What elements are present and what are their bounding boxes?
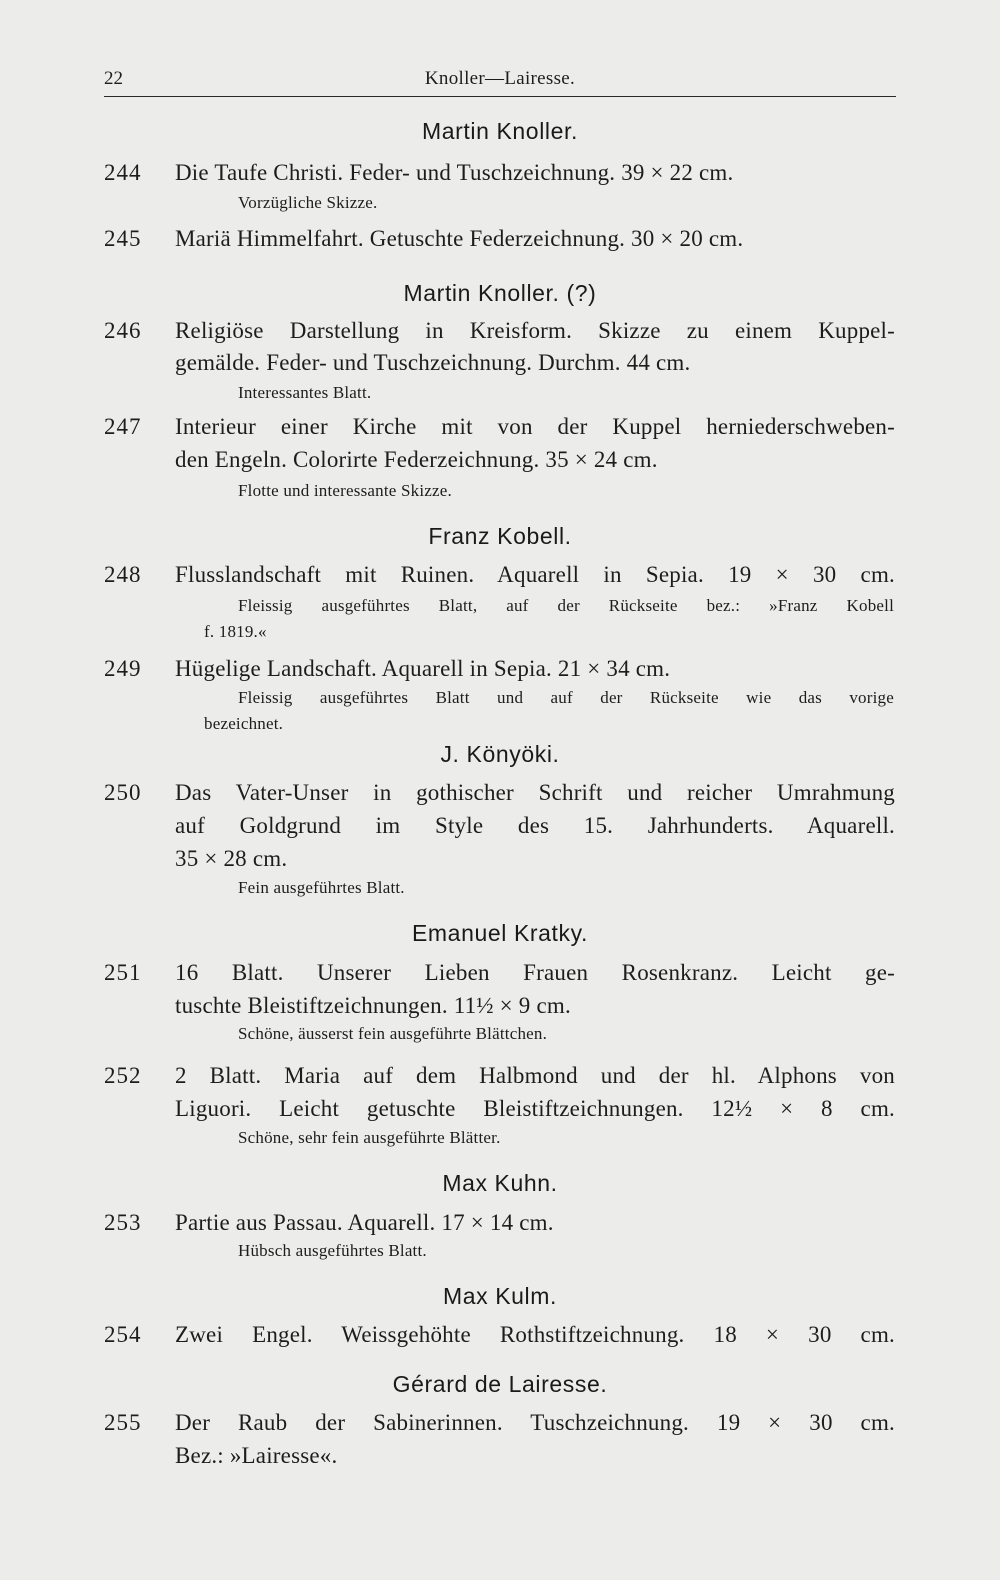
- entry-note: Hübsch ausgeführtes Blatt.: [238, 1241, 427, 1260]
- section-heading: Gérard de Lairesse.: [392, 1371, 608, 1397]
- entry-text: Partie aus Passau. Aquarell. 17 × 14 cm.: [175, 1210, 554, 1235]
- entry-number: 250: [104, 780, 142, 805]
- entry-number: 245: [104, 226, 142, 251]
- entry-number: 251: [104, 960, 142, 985]
- entry-text: Interieur einer Kirche mit von der Kuppel herniederschweben-: [175, 414, 895, 439]
- section-heading: Max Kuhn.: [442, 1170, 558, 1196]
- section-heading: Emanuel Kratky.: [411, 920, 589, 946]
- entry-number: 244: [104, 160, 142, 185]
- entry-text: 35 × 28 cm.: [175, 846, 288, 871]
- entry-text: gemälde. Feder- und Tuschzeichnung. Durchm. 44 cm.: [175, 350, 691, 375]
- entry-text: Zwei Engel. Weissgehöhte Rothstiftzeichnung. 18 × 30 cm.: [175, 1322, 895, 1347]
- entry-note: Schöne, äusserst fein ausgeführte Blättchen.: [238, 1024, 548, 1043]
- entry-note: Fleissig ausgeführtes Blatt und auf der Rückseite wie das vorige: [238, 688, 894, 707]
- page-number: 22: [104, 68, 123, 89]
- entry-text: Bez.: »Lairesse«.: [175, 1443, 338, 1468]
- entry-note: Flotte und interessante Skizze.: [238, 481, 452, 500]
- section-heading: Martin Knoller. (?): [403, 280, 597, 306]
- running-title: Knoller—Lairesse.: [424, 68, 576, 89]
- entry-number: 254: [104, 1322, 142, 1347]
- entry-text: 16 Blatt. Unserer Lieben Frauen Rosenkranz. Leicht ge-: [175, 960, 895, 985]
- entry-text: auf Goldgrund im Style des 15. Jahrhunderts. Aquarell.: [175, 813, 895, 838]
- entry-number: 255: [104, 1410, 142, 1435]
- section-heading: Franz Kobell.: [428, 523, 572, 549]
- entry-text: Hügelige Landschaft. Aquarell in Sepia. 21 × 34 cm.: [175, 656, 671, 681]
- entry-text: Flusslandschaft mit Ruinen. Aquarell in Sepia. 19 × 30 cm.: [175, 562, 895, 587]
- entry-note: Fein ausgeführtes Blatt.: [238, 878, 405, 897]
- section-heading: Martin Knoller.: [421, 118, 578, 144]
- entry-note: f. 1819.«: [204, 622, 267, 641]
- entry-number: 248: [104, 562, 142, 587]
- section-heading: Max Kulm.: [442, 1283, 558, 1309]
- entry-text: den Engeln. Colorirte Federzeichnung. 35 × 24 cm.: [175, 447, 658, 472]
- entry-number: 247: [104, 414, 142, 439]
- entry-text: Das Vater-Unser in gothischer Schrift und reicher Umrahmung: [175, 780, 895, 805]
- entry-text: 2 Blatt. Maria auf dem Halbmond und der hl. Alphons von: [175, 1063, 895, 1088]
- entry-text: tuschte Bleistiftzeichnungen. 11½ × 9 cm.: [175, 993, 571, 1018]
- section-heading: J. Könyöki.: [440, 741, 560, 767]
- entry-note: Interessantes Blatt.: [238, 383, 372, 402]
- entry-text: Mariä Himmelfahrt. Getuschte Federzeichnung. 30 × 20 cm.: [175, 226, 744, 251]
- running-header: [104, 66, 896, 97]
- entry-note: bezeichnet.: [204, 714, 284, 733]
- entry-number: 246: [104, 318, 142, 343]
- entry-text: Liguori. Leicht getuschte Bleistiftzeichnungen. 12½ × 8 cm.: [175, 1096, 895, 1121]
- entry-number: 252: [104, 1063, 142, 1088]
- entry-note: Schöne, sehr fein ausgeführte Blätter.: [238, 1128, 501, 1147]
- entry-number: 249: [104, 656, 142, 681]
- entry-text: Die Taufe Christi. Feder- und Tuschzeichnung. 39 × 22 cm.: [175, 160, 734, 185]
- entry-number: 253: [104, 1210, 142, 1235]
- entry-text: Der Raub der Sabinerinnen. Tuschzeichnung. 19 × 30 cm.: [175, 1410, 895, 1435]
- entry-text: Religiöse Darstellung in Kreisform. Skizze zu einem Kuppel-: [175, 318, 895, 343]
- entry-note: Fleissig ausgeführtes Blatt, auf der Rückseite bez.: »Franz Kobell: [238, 596, 894, 615]
- entry-note: Vorzügliche Skizze.: [238, 193, 378, 212]
